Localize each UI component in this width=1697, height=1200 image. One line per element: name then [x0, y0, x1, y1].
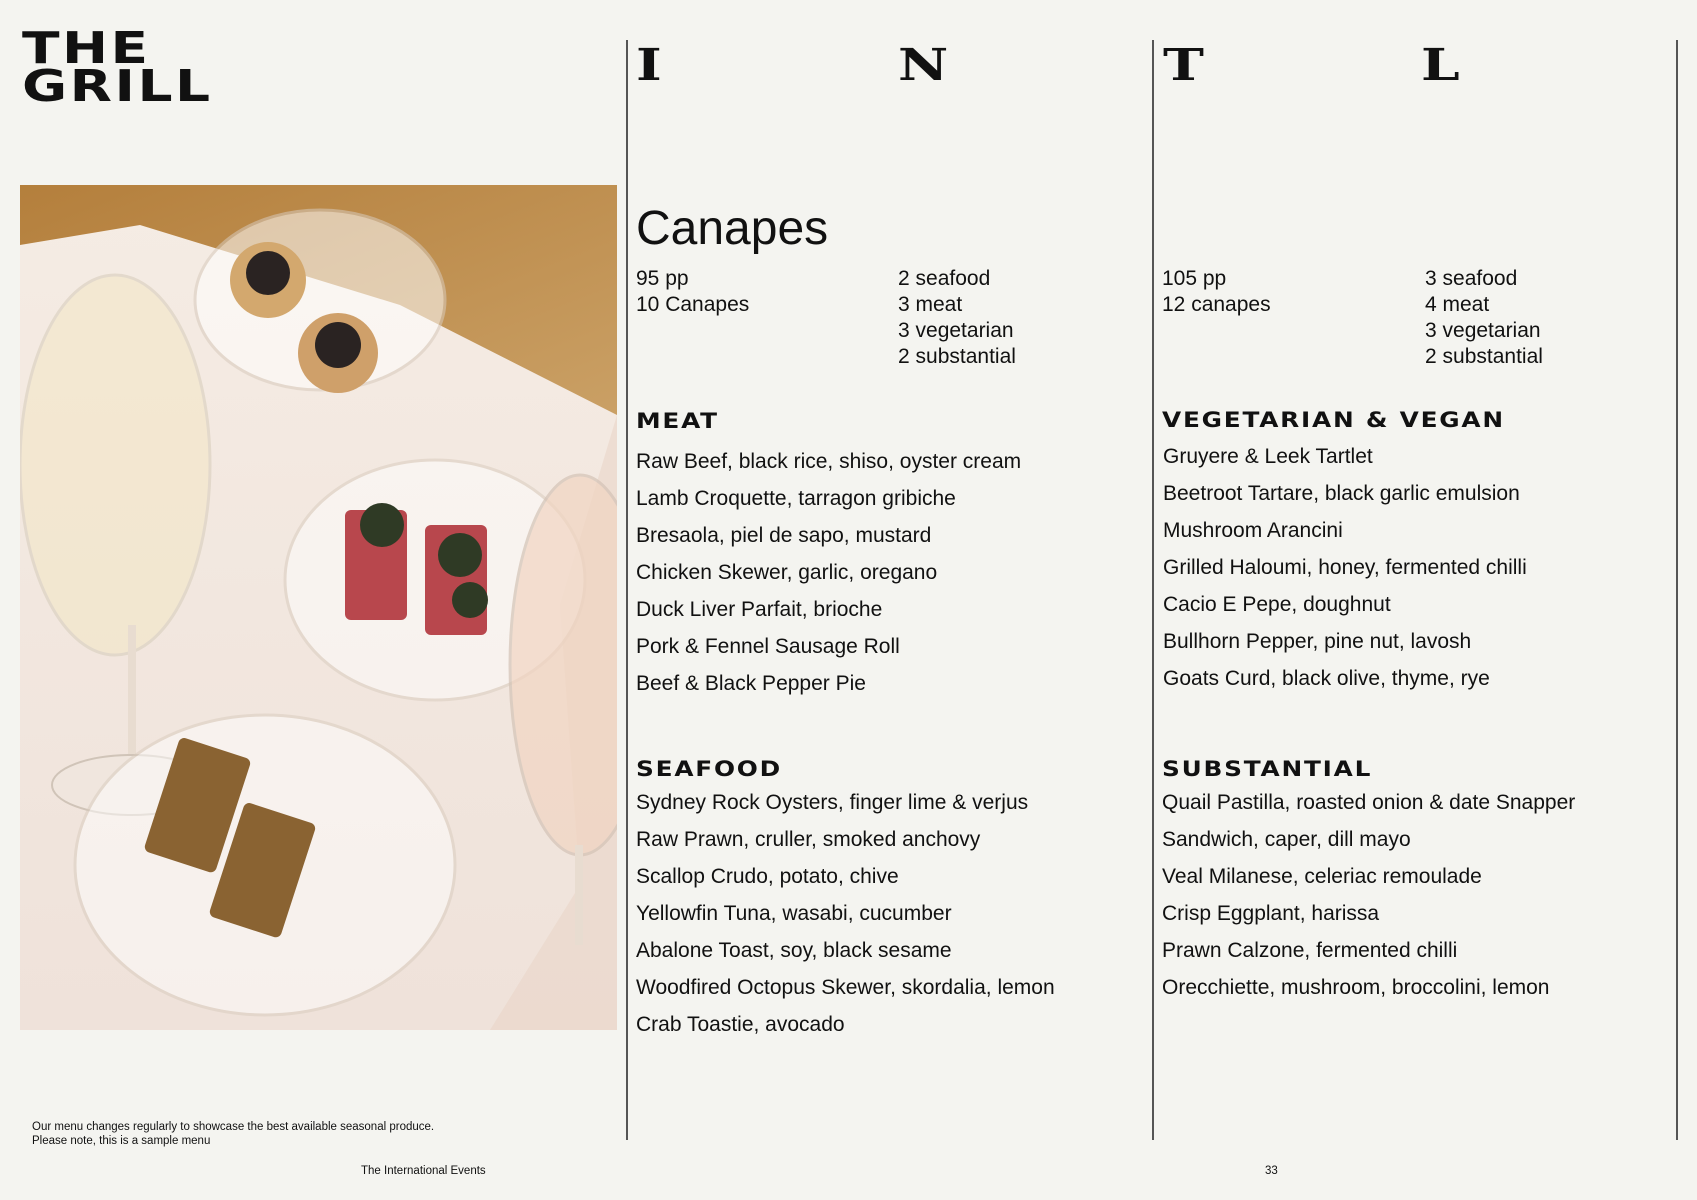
column-divider	[626, 40, 628, 1140]
package-2-breakdown	[1425, 266, 1543, 370]
package-2-price: 105 pp	[1162, 267, 1227, 290]
menu-item: Veal Milanese, celeriac remoulade	[1162, 865, 1482, 888]
vegetarian-list	[1163, 438, 1527, 697]
menu-item: Raw Beef, black rice, shiso, oyster cream	[636, 450, 1022, 473]
menu-item: Abalone Toast, soy, black sesame	[636, 939, 952, 962]
page-number: 33	[1265, 1165, 1278, 1177]
footer-title: The International Events	[361, 1165, 486, 1177]
substantial-list	[1162, 784, 1575, 1006]
package-1-breakdown	[898, 266, 1016, 370]
menu-item: Grilled Haloumi, honey, fermented chilli	[1163, 556, 1527, 579]
page-title: Canapes	[636, 202, 829, 255]
canapes-photo	[20, 185, 617, 1030]
package-1-summary	[636, 266, 749, 318]
brand-line-1: THE	[22, 23, 151, 74]
seafood-heading: SEAFOOD	[636, 757, 782, 781]
header-letter-n: N	[898, 40, 949, 91]
menu-item: Beetroot Tartare, black garlic emulsion	[1163, 482, 1520, 505]
brand-logo	[22, 23, 213, 112]
menu-item: Cacio E Pepe, doughnut	[1163, 593, 1391, 616]
menu-item: Lamb Croquette, tarragon gribiche	[636, 487, 956, 510]
header-letter-i: I	[636, 40, 662, 91]
menu-item: Bullhorn Pepper, pine nut, lavosh	[1163, 630, 1472, 653]
menu-item: Gruyere & Leek Tartlet	[1163, 445, 1373, 468]
column-divider	[1152, 40, 1154, 1140]
menu-item: Woodfired Octopus Skewer, skordalia, lemon	[636, 976, 1055, 999]
menu-item: Mushroom Arancini	[1163, 519, 1343, 542]
header-letter-l: L	[1421, 40, 1460, 91]
menu-disclaimer	[32, 1120, 434, 1148]
package-2-count: 12 canapes	[1162, 293, 1271, 316]
menu-item: Quail Pastilla, roasted onion & date Snapper	[1162, 791, 1576, 814]
menu-item: Sydney Rock Oysters, finger lime & verjus	[636, 791, 1029, 814]
breakdown-item: 3 vegetarian	[1425, 319, 1541, 342]
breakdown-item: 2 substantial	[1425, 345, 1543, 368]
package-2-summary	[1162, 266, 1271, 318]
menu-item: Scallop Crudo, potato, chive	[636, 865, 899, 888]
breakdown-item: 3 vegetarian	[898, 319, 1014, 342]
menu-item: Raw Prawn, cruller, smoked anchovy	[636, 828, 981, 851]
disclaimer-line-1: Our menu changes regularly to showcase the best available seasonal produce.	[32, 1121, 435, 1133]
package-1-price: 95 pp	[636, 267, 689, 290]
breakdown-item: 4 meat	[1425, 293, 1490, 316]
menu-item: Crab Toastie, avocado	[636, 1013, 845, 1036]
package-1-count: 10 Canapes	[636, 293, 750, 316]
menu-item: Crisp Eggplant, harissa	[1162, 902, 1380, 925]
brand-line-2: GRILL	[22, 61, 213, 112]
breakdown-item: 2 substantial	[898, 345, 1016, 368]
header-letter-t: T	[1163, 40, 1204, 91]
menu-item: Bresaola, piel de sapo, mustard	[636, 524, 932, 547]
menu-item: Prawn Calzone, fermented chilli	[1162, 939, 1458, 962]
seafood-list	[636, 784, 1055, 1043]
disclaimer-line-2: Please note, this is a sample menu	[32, 1135, 211, 1147]
meat-list	[636, 443, 1021, 702]
meat-heading: MEAT	[636, 409, 719, 433]
menu-item: Chicken Skewer, garlic, oregano	[636, 561, 938, 584]
menu-item: Beef & Black Pepper Pie	[636, 672, 866, 695]
menu-item: Sandwich, caper, dill mayo	[1162, 828, 1411, 851]
menu-item: Duck Liver Parfait, brioche	[636, 598, 883, 621]
vegetarian-heading: VEGETARIAN & VEGAN	[1162, 408, 1505, 432]
column-divider	[1676, 40, 1678, 1140]
menu-item: Pork & Fennel Sausage Roll	[636, 635, 900, 658]
menu-item: Orecchiette, mushroom, broccolini, lemon	[1162, 976, 1550, 999]
menu-item: Yellowfin Tuna, wasabi, cucumber	[636, 902, 952, 925]
breakdown-item: 2 seafood	[898, 267, 991, 290]
substantial-heading: SUBSTANTIAL	[1162, 757, 1373, 781]
menu-item: Goats Curd, black olive, thyme, rye	[1163, 667, 1490, 690]
breakdown-item: 3 seafood	[1425, 267, 1518, 290]
breakdown-item: 3 meat	[898, 293, 963, 316]
